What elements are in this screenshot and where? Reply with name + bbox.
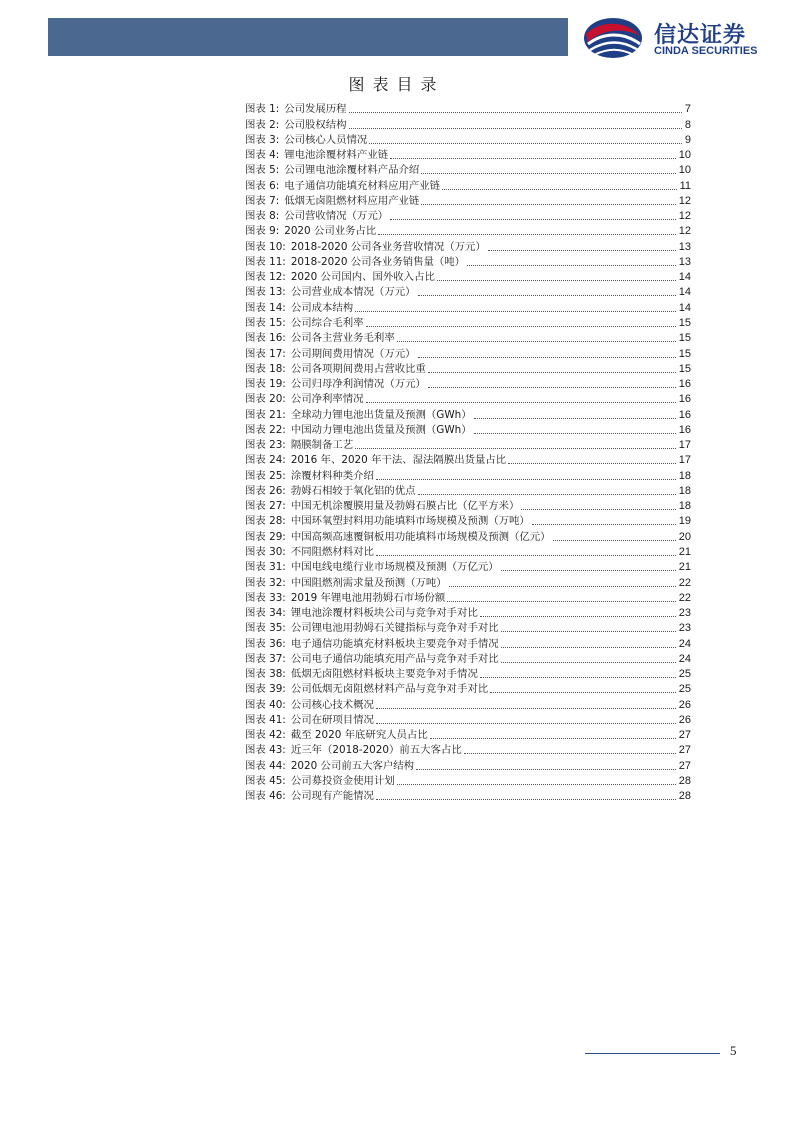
toc-entry[interactable] xyxy=(245,666,691,681)
toc-entry-title: 公司电子通信功能填充用产品与竞争对手对比 xyxy=(290,652,499,665)
toc-entry-label: 图表 2: xyxy=(245,118,280,131)
toc-entry-label: 图表 8: xyxy=(245,210,280,223)
toc-entry-label: 图表 11: xyxy=(245,255,286,268)
toc-entry-page: 10 xyxy=(678,149,691,162)
toc-entry-label: 图表 5: xyxy=(245,164,280,177)
toc-entry[interactable] xyxy=(245,635,691,650)
toc-entry-leader xyxy=(421,204,675,205)
toc-entry-page: 9 xyxy=(684,133,691,146)
toc-entry-label: 图表 25: xyxy=(245,469,286,482)
toc-entry-label: 图表 3: xyxy=(245,133,280,146)
logo-english-name: CINDA SECURITIES xyxy=(654,45,758,57)
toc-entry[interactable] xyxy=(245,361,691,376)
toc-entry[interactable] xyxy=(245,513,691,528)
toc-entry-leader xyxy=(390,158,676,159)
toc-entry-page: 20 xyxy=(678,530,691,543)
toc-entry-label: 图表 44: xyxy=(245,759,286,772)
toc-entry-title: 公司综合毛利率 xyxy=(290,316,364,329)
toc-entry-label: 图表 30: xyxy=(245,545,286,558)
toc-entry-title: 公司低烟无卤阻燃材料产品与竞争对手对比 xyxy=(290,683,489,696)
toc-entry-page: 28 xyxy=(678,790,691,803)
toc-entry-label: 图表 36: xyxy=(245,637,286,650)
toc-entry-label: 图表 37: xyxy=(245,652,286,665)
toc-entry-leader xyxy=(464,753,676,754)
toc-entry-label: 图表 12: xyxy=(245,271,286,284)
toc-entry-leader xyxy=(397,784,676,785)
toc-entry-leader xyxy=(418,295,676,296)
toc-entry-title: 中国环氧塑封料用功能填料市场规模及预测（万吨） xyxy=(290,515,530,528)
toc-entry-page: 26 xyxy=(678,713,691,726)
toc-entry[interactable] xyxy=(245,422,691,437)
toc-entry-leader xyxy=(428,372,676,373)
toc-entry[interactable] xyxy=(245,269,691,284)
toc-entry-page: 22 xyxy=(678,591,691,604)
toc-entry-leader xyxy=(349,128,682,129)
toc-entry-title: 近三年（2018-2020）前五大客占比 xyxy=(290,744,462,757)
toc-entry-leader xyxy=(376,723,676,724)
toc-entry-leader xyxy=(447,601,676,602)
toc-entry-leader xyxy=(428,387,676,388)
toc-entry-title: 公司募投资金使用计划 xyxy=(290,774,395,787)
toc-entry-label: 图表 40: xyxy=(245,698,286,711)
toc-entry-page: 17 xyxy=(678,454,691,467)
toc-entry-page: 27 xyxy=(678,729,691,742)
toc-entry[interactable] xyxy=(245,773,691,788)
toc-entry-title: 低烟无卤阻燃材料板块主要竞争对手情况 xyxy=(290,668,478,681)
toc-entry-title: 锂电池涂覆材料产业链 xyxy=(284,149,389,162)
toc-entry-label: 图表 43: xyxy=(245,744,286,757)
toc-entry-page: 21 xyxy=(678,545,691,558)
toc-entry-leader xyxy=(349,112,682,113)
toc-entry-label: 图表 38: xyxy=(245,668,286,681)
toc-entry-label: 图表 35: xyxy=(245,622,286,635)
toc-entry[interactable] xyxy=(245,620,691,635)
toc-entry-page: 21 xyxy=(678,561,691,574)
toc-entry-title: 截至 2020 年底研究人员占比 xyxy=(290,729,428,742)
toc-entry-title: 公司锂电池涂覆材料产品介绍 xyxy=(284,164,420,177)
toc-entry-label: 图表 14: xyxy=(245,301,286,314)
toc-entry-page: 10 xyxy=(678,164,691,177)
toc-entry-page: 14 xyxy=(678,301,691,314)
toc-entry[interactable] xyxy=(245,238,691,253)
toc-entry[interactable] xyxy=(245,147,691,162)
toc-entry-title: 2019 年锂电池用勃姆石市场份额 xyxy=(290,591,446,604)
toc-entry-label: 图表 39: xyxy=(245,683,286,696)
toc-entry[interactable] xyxy=(245,467,691,482)
toc-entry[interactable] xyxy=(245,177,691,192)
toc-entry-title: 公司净利率情况 xyxy=(290,393,364,406)
toc-entry-label: 图表 46: xyxy=(245,790,286,803)
toc-entry-page: 11 xyxy=(679,179,691,192)
toc-entry-title: 锂电池涂覆材料板块公司与竞争对手对比 xyxy=(290,607,478,620)
toc-entry-leader xyxy=(369,143,682,144)
toc-entry-title: 公司核心技术概况 xyxy=(290,698,374,711)
toc-entry-page: 15 xyxy=(678,347,691,360)
toc-entry-leader xyxy=(376,479,676,480)
toc-entry[interactable] xyxy=(245,742,691,757)
toc-entry-page: 7 xyxy=(684,103,691,116)
toc-entry-page: 19 xyxy=(678,515,691,528)
toc-entry-title: 公司营业成本情况（万元） xyxy=(290,286,416,299)
toc-entry-title: 2016 年、2020 年干法、湿法隔膜出货量占比 xyxy=(290,454,507,467)
toc-entry-title: 涂覆材料种类介绍 xyxy=(290,469,374,482)
toc-entry-label: 图表 19: xyxy=(245,378,286,391)
toc-entry-leader xyxy=(501,647,676,648)
toc-entry[interactable] xyxy=(245,544,691,559)
header-bar xyxy=(48,18,568,56)
toc-entry-title: 隔膜制备工艺 xyxy=(290,439,354,452)
toc-entry-leader xyxy=(366,326,676,327)
toc-entry[interactable] xyxy=(245,528,691,543)
toc-entry-page: 18 xyxy=(678,484,691,497)
toc-entry-page: 13 xyxy=(678,255,691,268)
toc-entry-title: 2020 公司国内、国外收入占比 xyxy=(290,271,435,284)
toc-entry-leader xyxy=(376,555,676,556)
toc-entry-title: 勃姆石相较于氧化铝的优点 xyxy=(290,484,416,497)
toc-entry[interactable] xyxy=(245,605,691,620)
toc-entry[interactable] xyxy=(245,376,691,391)
toc-entry[interactable] xyxy=(245,757,691,772)
toc-entry-page: 28 xyxy=(678,774,691,787)
toc-entry-leader xyxy=(474,433,676,434)
toc-entry-label: 图表 15: xyxy=(245,316,286,329)
toc-entry-leader xyxy=(378,234,675,235)
toc-entry-page: 24 xyxy=(678,637,691,650)
toc-entry-label: 图表 18: xyxy=(245,362,286,375)
toc-entry[interactable] xyxy=(245,406,691,421)
toc-entry-page: 16 xyxy=(678,393,691,406)
toc-entry-title: 中国电线电缆行业市场规模及预测（万亿元） xyxy=(290,561,499,574)
toc-entry-label: 图表 7: xyxy=(245,194,280,207)
toc-entry-title: 电子通信功能填充材料应用产业链 xyxy=(284,179,441,192)
toc-entry-title: 公司各项期间费用占营收比重 xyxy=(290,362,426,375)
toc-entry-page: 15 xyxy=(678,332,691,345)
toc-entry-label: 图表 34: xyxy=(245,607,286,620)
toc-entry-page: 27 xyxy=(678,744,691,757)
toc-entry-leader xyxy=(488,250,676,251)
toc-entry-title: 2018-2020 公司各业务销售量（吨） xyxy=(290,255,466,268)
toc-entry-title: 低烟无卤阻燃材料应用产业链 xyxy=(284,194,420,207)
toc-entry[interactable] xyxy=(245,162,691,177)
toc-entry-leader xyxy=(501,570,676,571)
toc-entry-label: 图表 45: xyxy=(245,774,286,787)
toc-entry-title: 不同阻燃材料对比 xyxy=(290,545,374,558)
toc-entry-page: 23 xyxy=(678,607,691,620)
toc-entry-leader xyxy=(418,357,676,358)
toc-entry-leader xyxy=(532,524,676,525)
toc-entry-leader xyxy=(501,631,676,632)
toc-entry-label: 图表 1: xyxy=(245,103,280,116)
toc-entry-label: 图表 21: xyxy=(245,408,286,421)
toc-entry-title: 公司股权结构 xyxy=(284,118,347,131)
toc-entry-leader xyxy=(521,509,675,510)
toc-entry-title: 公司发展历程 xyxy=(284,103,347,116)
toc-entry-page: 24 xyxy=(678,652,691,665)
toc-entry-leader xyxy=(474,418,676,419)
toc-title: 图表目录 xyxy=(348,75,445,94)
toc-entry-page: 16 xyxy=(678,378,691,391)
toc-entry-title: 中国阻燃剂需求量及预测（万吨） xyxy=(290,576,447,589)
cinda-logo xyxy=(582,14,782,60)
toc-entry-leader xyxy=(416,769,676,770)
toc-entry[interactable] xyxy=(245,559,691,574)
toc-entry-page: 18 xyxy=(678,469,691,482)
toc-entry[interactable] xyxy=(245,391,691,406)
toc-entry-leader xyxy=(421,173,675,174)
toc-entry[interactable] xyxy=(245,315,691,330)
toc-entry-title: 2020 公司业务占比 xyxy=(284,225,377,238)
toc-entry-title: 2018-2020 公司各业务营收情况（万元） xyxy=(290,240,486,253)
toc-entry-page: 26 xyxy=(678,698,691,711)
toc-entry[interactable] xyxy=(245,696,691,711)
toc-entry-leader xyxy=(480,677,676,678)
toc-entry-leader xyxy=(355,311,676,312)
toc-entry-title: 公司归母净利润情况（万元） xyxy=(290,378,426,391)
toc-entry[interactable] xyxy=(245,712,691,727)
toc-entry-label: 图表 17: xyxy=(245,347,286,360)
toc-entry-label: 图表 20: xyxy=(245,393,286,406)
toc-entry-label: 图表 27: xyxy=(245,500,286,513)
footer-rule xyxy=(585,1053,720,1054)
toc-entry[interactable] xyxy=(245,437,691,452)
toc-entry[interactable] xyxy=(245,254,691,269)
toc-entry-label: 图表 24: xyxy=(245,454,286,467)
toc-entry-page: 16 xyxy=(678,423,691,436)
toc-entry-title: 2020 公司前五大客户结构 xyxy=(290,759,415,772)
toc-entry[interactable] xyxy=(245,284,691,299)
toc-entry-leader xyxy=(355,448,676,449)
toc-entry-title: 公司成本结构 xyxy=(290,301,354,314)
toc-entry-leader xyxy=(449,586,676,587)
toc-entry-title: 公司各主营业务毛利率 xyxy=(290,332,395,345)
toc-entry-label: 图表 6: xyxy=(245,179,280,192)
toc-entry-page: 12 xyxy=(678,194,691,207)
toc-entry-label: 图表 9: xyxy=(245,225,280,238)
toc-entry-label: 图表 13: xyxy=(245,286,286,299)
toc-entry-leader xyxy=(553,540,676,541)
logo-chinese-name: 信达证券 xyxy=(654,23,747,48)
toc-entry-title: 中国高频高速覆铜板用功能填料市场规模及预测（亿元） xyxy=(290,530,551,543)
toc-entry-label: 图表 16: xyxy=(245,332,286,345)
toc-entry-page: 27 xyxy=(678,759,691,772)
toc-entry-label: 图表 31: xyxy=(245,561,286,574)
toc-entry-title: 公司在研项目情况 xyxy=(290,713,374,726)
toc-entry-page: 12 xyxy=(678,225,691,238)
cinda-logo-icon xyxy=(582,14,644,60)
toc-entry[interactable] xyxy=(245,116,691,131)
toc-entry-page: 18 xyxy=(678,500,691,513)
toc-entry-title: 公司核心人员情况 xyxy=(284,133,368,146)
toc-entry-title: 中国动力锂电池出货量及预测（GWh） xyxy=(290,423,472,436)
toc-entry-title: 公司期间费用情况（万元） xyxy=(290,347,416,360)
toc-entry-title: 中国无机涂覆膜用量及勃姆石膜占比（亿平方米） xyxy=(290,500,520,513)
toc-entry-page: 23 xyxy=(678,622,691,635)
toc-entry-label: 图表 4: xyxy=(245,149,280,162)
toc-entry-label: 图表 28: xyxy=(245,515,286,528)
toc-entry-label: 图表 26: xyxy=(245,484,286,497)
toc-entry[interactable] xyxy=(245,452,691,467)
toc-entry[interactable] xyxy=(245,193,691,208)
toc-entry-leader xyxy=(467,265,676,266)
toc-entry[interactable] xyxy=(245,727,691,742)
toc-entry-page: 17 xyxy=(678,439,691,452)
toc-entry-leader xyxy=(418,494,676,495)
toc-entry[interactable] xyxy=(245,651,691,666)
toc-entry-label: 图表 33: xyxy=(245,591,286,604)
toc-entry[interactable] xyxy=(245,483,691,498)
toc-entry-page: 14 xyxy=(678,286,691,299)
toc-entry-label: 图表 41: xyxy=(245,713,286,726)
toc-entry-label: 图表 32: xyxy=(245,576,286,589)
toc-entry-title: 电子通信功能填充材料板块主要竞争对手情况 xyxy=(290,637,499,650)
toc-entry[interactable] xyxy=(245,498,691,513)
toc-entry-leader xyxy=(366,402,676,403)
toc-entry-leader xyxy=(430,738,676,739)
toc-entry-leader xyxy=(480,616,676,617)
toc-entry-title: 公司营收情况（万元） xyxy=(284,210,389,223)
toc-entry-page: 13 xyxy=(678,240,691,253)
toc-entry-page: 15 xyxy=(678,362,691,375)
toc-entry[interactable] xyxy=(245,208,691,223)
toc-entry-page: 16 xyxy=(678,408,691,421)
toc-entry-label: 图表 23: xyxy=(245,439,286,452)
toc-entry[interactable] xyxy=(245,330,691,345)
toc-entry[interactable] xyxy=(245,590,691,605)
toc-entry-leader xyxy=(397,341,676,342)
page-number: 5 xyxy=(730,1043,737,1058)
toc-entry-page: 15 xyxy=(678,316,691,329)
toc-entry-page: 8 xyxy=(684,118,691,131)
toc-entry-page: 12 xyxy=(678,210,691,223)
toc-entry[interactable] xyxy=(245,788,691,803)
toc-entry[interactable] xyxy=(245,299,691,314)
toc-entry[interactable] xyxy=(245,132,691,147)
toc-entry-title: 公司锂电池用勃姆石关键指标与竞争对手对比 xyxy=(290,622,499,635)
toc-entry-title: 全球动力锂电池出货量及预测（GWh） xyxy=(290,408,472,421)
toc-entry-page: 14 xyxy=(678,271,691,284)
toc-list xyxy=(245,101,691,803)
toc-entry-label: 图表 10: xyxy=(245,240,286,253)
toc-entry-leader xyxy=(490,692,676,693)
toc-entry-page: 25 xyxy=(678,668,691,681)
toc-entry[interactable] xyxy=(245,345,691,360)
toc-entry-leader xyxy=(501,662,676,663)
toc-entry-label: 图表 42: xyxy=(245,729,286,742)
toc-entry-page: 25 xyxy=(678,683,691,696)
toc-entry-leader xyxy=(508,463,676,464)
toc-entry-title: 公司现有产能情况 xyxy=(290,790,374,803)
toc-entry-page: 22 xyxy=(678,576,691,589)
toc-entry-leader xyxy=(390,219,676,220)
toc-entry-leader xyxy=(376,708,676,709)
toc-entry-leader xyxy=(442,189,677,190)
toc-entry-label: 图表 29: xyxy=(245,530,286,543)
toc-entry[interactable] xyxy=(245,101,691,116)
toc-entry[interactable] xyxy=(245,681,691,696)
toc-entry-label: 图表 22: xyxy=(245,423,286,436)
toc-entry[interactable] xyxy=(245,223,691,238)
toc-entry-leader xyxy=(376,799,676,800)
toc-entry[interactable] xyxy=(245,574,691,589)
toc-entry-leader xyxy=(437,280,676,281)
